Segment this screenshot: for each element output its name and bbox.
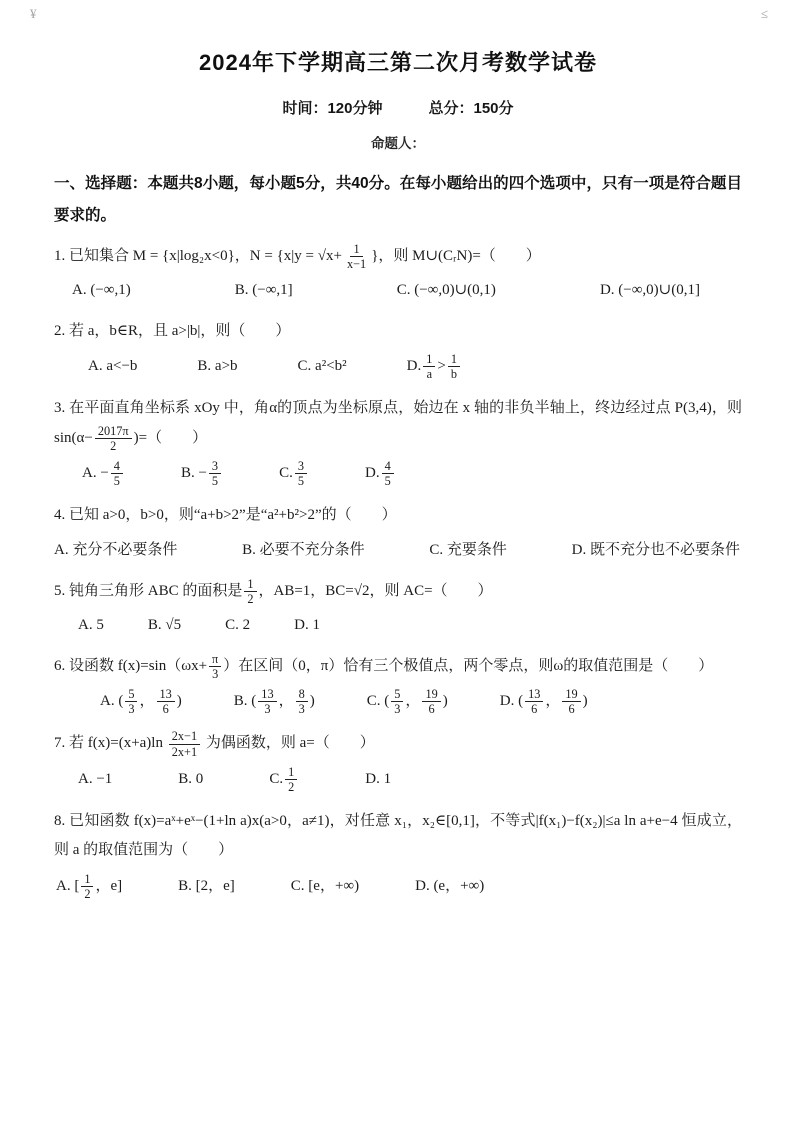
question-1 bbox=[54, 242, 742, 304]
question-8-option-b: B. [2，e] bbox=[178, 877, 235, 894]
question-8-stem: 8. 已知函数 f(x)=aˣ+eˣ−(1+ln a)x(a>0，a≠1)，对任意 x₁，x₂∈[0,1]，不等式|f(x₁)−f(x₂)|≤a ln a+e−4 恒成立，则 a 的取值范围为（ ） bbox=[54, 813, 742, 859]
question-3-option-d: D. $\frac{4}{5}$ bbox=[365, 459, 396, 488]
question-3 bbox=[54, 394, 742, 488]
question-3-option-a: A. − $\frac{4}{5}$ bbox=[82, 459, 125, 488]
question-5-option-d: D. 1 bbox=[294, 616, 320, 633]
question-4-option-d: D. 既不充分也不必要条件 bbox=[571, 541, 740, 558]
question-4-options-row bbox=[54, 537, 742, 564]
question-2 bbox=[54, 317, 742, 382]
paper-title: 2024年下学期高三第二次月考数学试卷 bbox=[199, 50, 597, 75]
question-6-option-a: A. ( $\frac{5}{3}$ ， $\frac{13}{6}$ ) bbox=[100, 687, 182, 717]
question-1-option-b: B. (−∞,1] bbox=[234, 281, 293, 298]
question-5-option-a: A. 5 bbox=[78, 616, 104, 633]
scan-artifact-top-right: ≤ bbox=[760, 6, 768, 21]
question-6 bbox=[54, 652, 742, 717]
question-6-option-c: C. ( $\frac{5}{3}$ ， $\frac{19}{6}$ ) bbox=[366, 687, 448, 717]
question-4-stem: 4. 已知 a>0，b>0，则“a+b>2”是“a²+b²>2”的（ ） bbox=[54, 507, 397, 524]
meta-total-score: 总分：150分 bbox=[428, 100, 514, 117]
question-2-option-c: C. a²<b² bbox=[297, 358, 347, 375]
question-8-option-a: A. [ $\frac{1}{2}$ ，e] bbox=[56, 871, 123, 901]
scan-artifact-top-left: ¥ bbox=[30, 6, 37, 21]
section-one-header: 一、选择题：本题共8小题，每小题5分，共40分。在每小题给出的四个选项中，只有一项是符合题目要求的。 bbox=[54, 175, 742, 224]
question-7-option-c: C. $\frac{1}{2}$ bbox=[269, 765, 299, 794]
question-5-option-c: C. 2 bbox=[225, 616, 251, 633]
question-7-option-b: B. 0 bbox=[178, 770, 204, 787]
question-5 bbox=[54, 577, 742, 639]
question-8-options-row bbox=[54, 872, 742, 901]
question-7-option-d: D. 1 bbox=[365, 770, 392, 787]
question-6-options-row bbox=[54, 687, 742, 716]
question-7-options-row bbox=[54, 765, 742, 794]
question-1-option-a: A. (−∞,1) bbox=[72, 281, 131, 298]
question-1-options-row bbox=[54, 277, 742, 304]
question-7-stem: 7. 若 f(x)=(x+a)ln $\frac{2x-1}{2x+1}$ 为偶函数，则 a=（ ） bbox=[54, 729, 375, 759]
question-8 bbox=[54, 807, 742, 901]
question-3-options-row bbox=[54, 459, 742, 488]
question-6-stem: 6. 设函数 f(x)=sin（ωx+ $\frac{\pi}{3}$ ）在区间（0，π）恰有三个极值点，两个零点，则ω的取值范围是（ ） bbox=[54, 651, 714, 681]
question-8-option-c: C. [e，+∞) bbox=[290, 877, 360, 894]
question-2-option-a: A. a<−b bbox=[88, 358, 138, 375]
question-2-option-b: B. a>b bbox=[197, 358, 238, 375]
question-3-stem: 3. 在平面直角坐标系 xOy 中，角α的顶点为坐标原点，始边在 x 轴的非负半轴上，终边经过点 P(3,4)，则 sin(α− $\frac{2017\pi}{2}$ )=（ ） bbox=[54, 400, 742, 453]
question-2-options-row bbox=[54, 352, 742, 381]
question-3-option-b: B. − $\frac{3}{5}$ bbox=[181, 459, 223, 488]
question-5-stem: 5. 钝角三角形 ABC 的面积是 $\frac{1}{2}$ ，AB=1，BC=√2，则 AC=（ ） bbox=[54, 576, 493, 606]
question-4-option-c: C. 充要条件 bbox=[429, 541, 507, 558]
question-5-options-row bbox=[54, 612, 742, 639]
question-3-option-c: C. $\frac{3}{5}$ bbox=[279, 459, 309, 488]
question-6-option-b: B. ( $\frac{13}{3}$ ， $\frac{8}{3}$ ) bbox=[233, 687, 315, 717]
meta-time: 时间：120分钟 bbox=[282, 100, 383, 117]
question-2-option-d: D. $\frac{1}{a}$ > $\frac{1}{b}$ bbox=[407, 352, 462, 381]
question-1-stem: 1. 已知集合 M = {x|log₂x<0}，N = {x|y = √x+ $\frac{1}{x-1}$ }，则 M∪(CᵣN)=（ ） bbox=[54, 241, 541, 271]
question-7 bbox=[54, 729, 742, 794]
question-1-option-d: D. (−∞,0)∪(0,1] bbox=[599, 281, 700, 298]
question-4 bbox=[54, 501, 742, 563]
question-4-option-b: B. 必要不充分条件 bbox=[242, 541, 365, 558]
question-7-option-a: A. −1 bbox=[78, 770, 113, 787]
question-8-option-d: D. (e，+∞) bbox=[415, 877, 485, 894]
meta-line bbox=[54, 97, 742, 118]
question-4-option-a: A. 充分不必要条件 bbox=[54, 541, 178, 558]
question-1-option-c: C. (−∞,0)∪(0,1) bbox=[396, 281, 496, 298]
question-6-option-d: D. ( $\frac{13}{6}$ ， $\frac{19}{6}$ ) bbox=[499, 687, 588, 717]
author-line: 命题人： bbox=[371, 136, 425, 151]
question-5-option-b: B. √5 bbox=[147, 616, 182, 633]
question-2-stem: 2. 若 a，b∈R，且 a>|b|，则（ ） bbox=[54, 322, 291, 339]
